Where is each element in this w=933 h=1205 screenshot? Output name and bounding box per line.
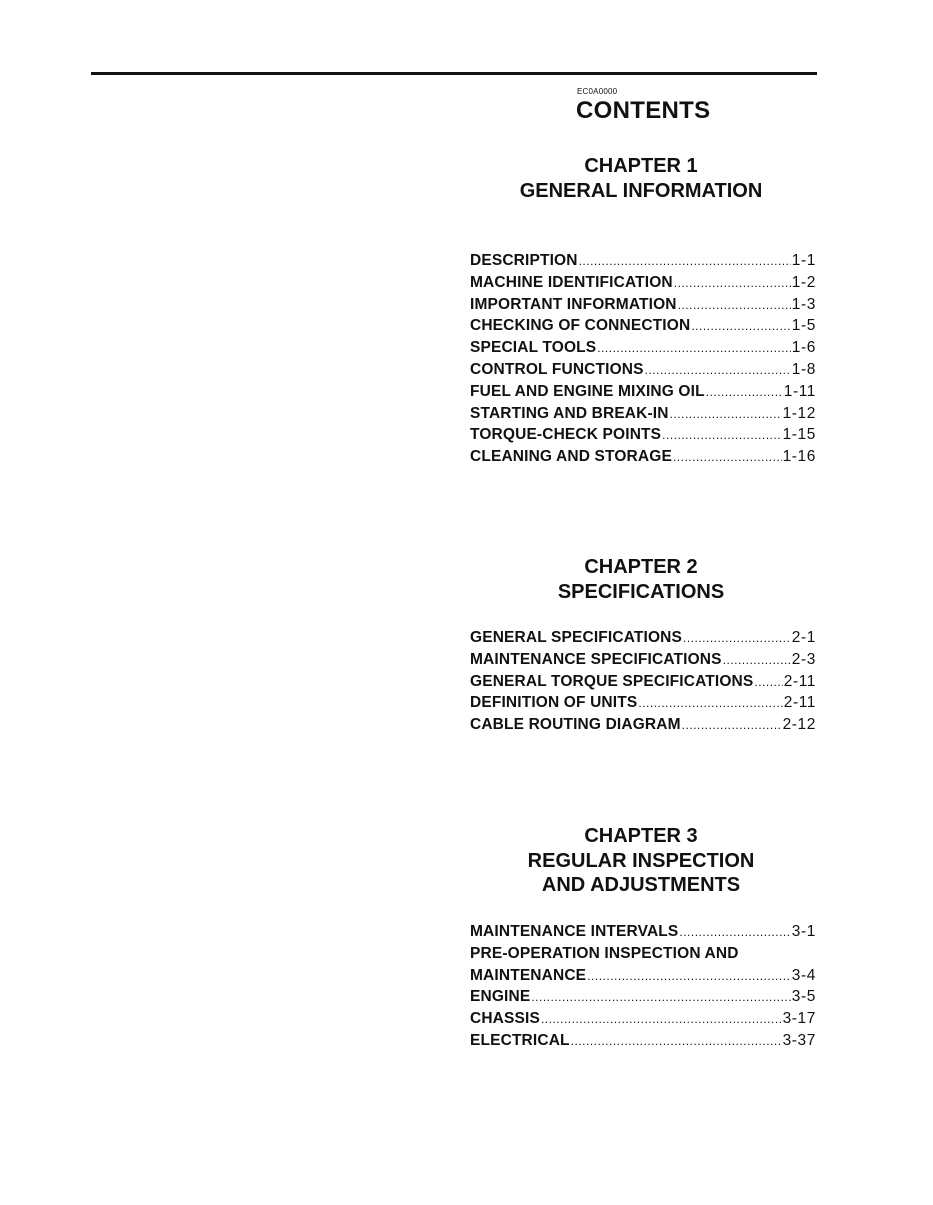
chapter-3-heading: [470, 824, 812, 898]
toc-entry[interactable]: [470, 1032, 816, 1054]
toc-entry[interactable]: [470, 716, 816, 738]
toc-entry-title: GENERAL TORQUE SPECIFICATIONS: [470, 672, 754, 690]
toc-entry-title: CHASSIS: [470, 1010, 540, 1028]
document-code: EC0A0000: [577, 87, 618, 96]
toc-entry-title: DEFINITION OF UNITS: [470, 694, 638, 712]
toc-entry-title: CONTROL FUNCTIONS: [470, 360, 644, 378]
leader-dots: [678, 298, 791, 312]
leader-dots: [531, 990, 790, 1004]
toc-entry-title: MAINTENANCE INTERVALS: [470, 923, 679, 940]
toc-entry-page: 3-1: [791, 923, 816, 940]
toc-entry[interactable]: [470, 317, 816, 339]
toc-entry[interactable]: [470, 383, 816, 405]
toc-entry-page: 1-3: [791, 295, 816, 313]
leader-dots: [597, 341, 791, 355]
toc-entry[interactable]: [470, 1010, 816, 1032]
toc-entry-title: DESCRIPTION: [470, 252, 578, 269]
toc-entry-page: 2-1: [791, 629, 816, 646]
toc-entry[interactable]: [470, 361, 816, 383]
chapter-1-number: CHAPTER 1: [584, 155, 698, 177]
toc-entry-title: MACHINE IDENTIFICATION: [470, 273, 673, 291]
chapter-3-title-line-1: REGULAR INSPECTION: [527, 849, 755, 872]
leader-dots: [674, 276, 791, 290]
toc-entry-title: SPECIAL TOOLS: [470, 339, 597, 357]
toc-entry-page: 3-5: [791, 988, 816, 1006]
toc-entry-title: ELECTRICAL: [470, 1031, 570, 1049]
leader-dots: [723, 653, 791, 667]
toc-entry-page: 1-11: [783, 382, 816, 400]
toc-entry-page: 1-6: [791, 339, 816, 357]
toc-entry-page: 3-4: [791, 966, 816, 984]
leader-dots: [645, 363, 791, 377]
toc-entry-continued[interactable]: [470, 945, 816, 967]
leader-dots: [541, 1012, 782, 1026]
toc-entry-page: 2-11: [783, 694, 816, 712]
toc-entry[interactable]: [470, 967, 816, 989]
toc-entry-title: TORQUE-CHECK POINTS: [470, 426, 662, 444]
toc-entry-page: 1-12: [782, 404, 816, 422]
leader-dots: [587, 969, 791, 983]
toc-entry-title: CABLE ROUTING DIAGRAM: [470, 716, 681, 734]
toc-entry[interactable]: [470, 651, 816, 673]
leader-dots: [579, 254, 791, 268]
toc-entry-title: GENERAL SPECIFICATIONS: [470, 629, 682, 646]
chapter-2-heading: [470, 555, 812, 604]
toc-entry[interactable]: [470, 252, 816, 274]
toc-entry-page: 1-16: [782, 448, 816, 466]
chapter-3-number: CHAPTER 3: [584, 825, 698, 847]
toc-entry-title: ENGINE: [470, 988, 531, 1006]
chapter-2-toc: [470, 629, 816, 738]
toc-entry-page: 1-5: [791, 317, 816, 335]
toc-entry-page: 3-17: [782, 1010, 816, 1028]
toc-entry-page: 1-2: [791, 273, 816, 291]
chapter-1-heading: [470, 154, 812, 203]
toc-entry-title: CLEANING AND STORAGE: [470, 448, 672, 466]
leader-dots: [691, 319, 790, 333]
chapter-3-title-line-2: AND ADJUSTMENTS: [541, 874, 741, 896]
toc-entry[interactable]: [470, 274, 816, 296]
leader-dots: [679, 925, 790, 939]
toc-entry[interactable]: [470, 448, 816, 470]
toc-entry-title: IMPORTANT INFORMATION: [470, 295, 677, 313]
leader-dots: [673, 450, 782, 464]
toc-entry-title: MAINTENANCE: [470, 966, 587, 984]
leader-dots: [683, 631, 791, 645]
top-rule: [91, 72, 817, 75]
toc-entry[interactable]: [470, 923, 816, 945]
toc-entry-page: 2-11: [783, 672, 816, 690]
toc-entry-title: CHECKING OF CONNECTION: [470, 317, 691, 335]
chapter-1-toc: [470, 252, 816, 470]
toc-entry[interactable]: [470, 988, 816, 1010]
leader-dots: [706, 385, 783, 399]
toc-entry-page: 1-8: [791, 360, 816, 378]
toc-entry[interactable]: [470, 673, 816, 695]
toc-entry[interactable]: [470, 339, 816, 361]
toc-entry[interactable]: [470, 694, 816, 716]
leader-dots: [682, 718, 782, 732]
toc-entry[interactable]: [470, 426, 816, 448]
toc-entry[interactable]: [470, 296, 816, 318]
chapter-3-toc: [470, 923, 816, 1054]
leader-dots: [638, 696, 782, 710]
toc-entry-page: 2-12: [782, 716, 816, 734]
leader-dots: [571, 1034, 782, 1048]
toc-entry-title: FUEL AND ENGINE MIXING OIL: [470, 382, 705, 400]
toc-entry-page: 1-15: [782, 426, 816, 444]
chapter-2-number: CHAPTER 2: [584, 556, 698, 578]
toc-entry[interactable]: [470, 629, 816, 651]
leader-dots: [662, 428, 781, 442]
leader-dots: [670, 407, 782, 421]
toc-entry[interactable]: [470, 405, 816, 427]
toc-entry-page: 3-37: [782, 1031, 816, 1049]
toc-entry-title: MAINTENANCE SPECIFICATIONS: [470, 650, 722, 668]
chapter-1-title: GENERAL INFORMATION: [519, 179, 763, 202]
page-title: CONTENTS: [576, 97, 711, 124]
toc-entry-title: STARTING AND BREAK-IN: [470, 404, 669, 422]
toc-entry-title: PRE-OPERATION INSPECTION AND: [470, 944, 739, 962]
toc-entry-page: 1-1: [791, 252, 816, 269]
chapter-2-title: SPECIFICATIONS: [557, 580, 725, 603]
leader-dots: [754, 675, 782, 689]
toc-entry-page: 2-3: [791, 650, 816, 668]
